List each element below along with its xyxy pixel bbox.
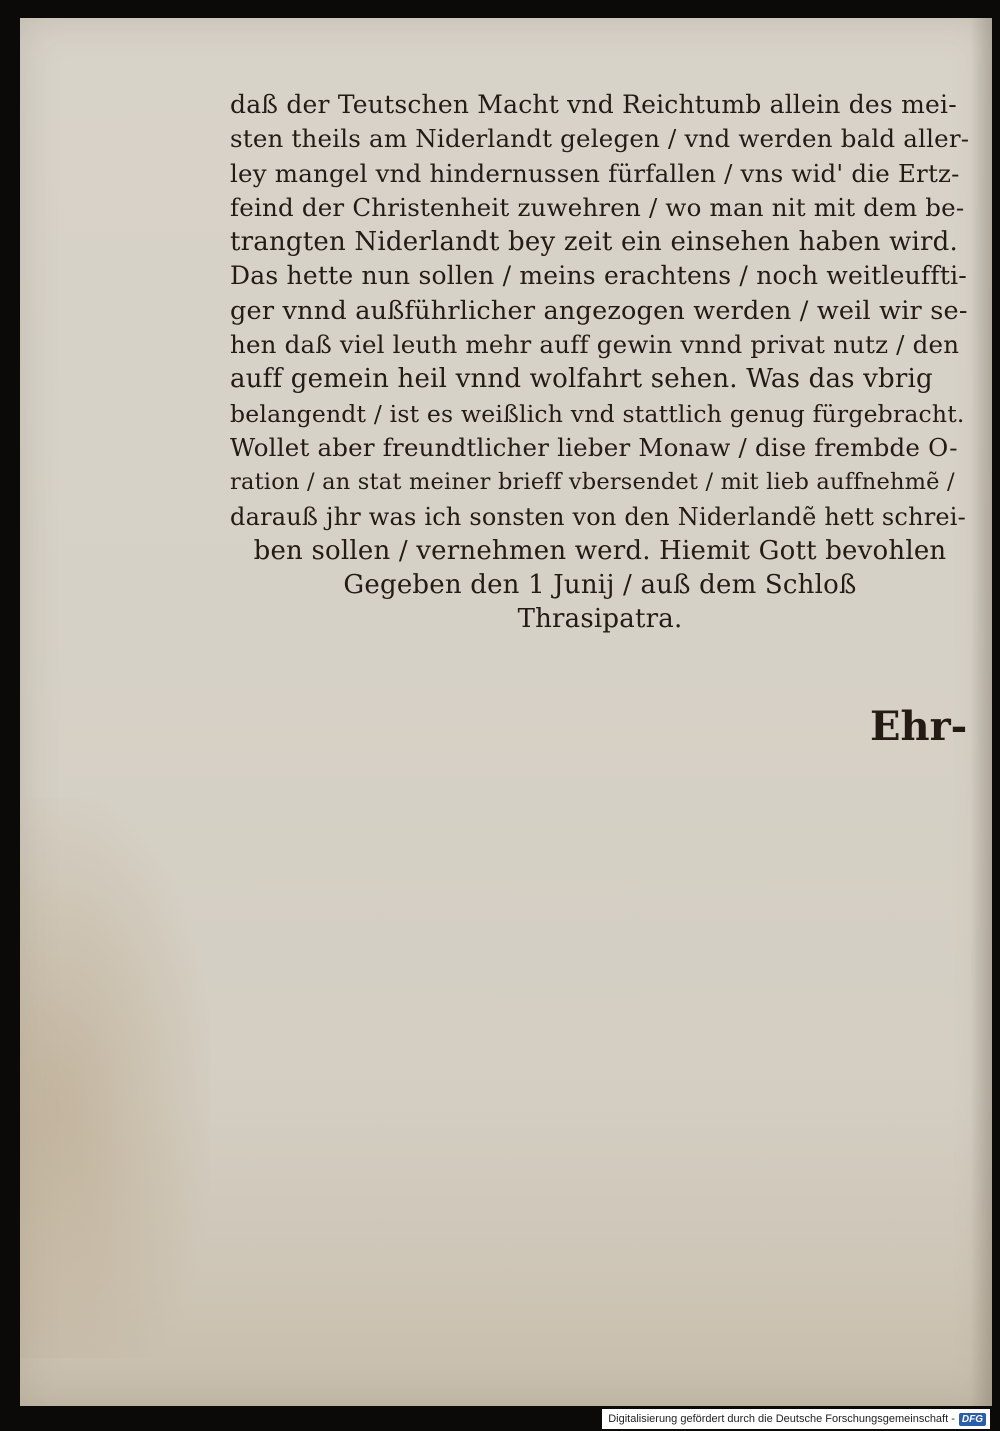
text-line: darauß jhr was ich sonsten von den Niderlandẽ hett schrei-	[230, 502, 966, 531]
dateline: Gegeben den 1 Junij / auß dem Schloß	[343, 570, 857, 601]
text-line: belangendt / ist es weißlich vnd stattlich genug fürgebracht.	[230, 399, 965, 428]
text-line: ley mangel vnd hindernussen fürfallen / vns wid' die Ertz-	[230, 158, 960, 188]
text-line: feind der Christenheit zuwehren / wo man nit mit dem be-	[230, 192, 965, 222]
attribution-footer	[602, 1409, 990, 1429]
text-line: ger vnnd außführlicher angezogen werden / weil wir se-	[230, 295, 968, 326]
attribution-text: Digitalisierung gefördert durch die Deutsche Forschungsgemeinschaft -	[608, 1413, 955, 1425]
page-edge-shadow	[970, 18, 992, 1406]
text-line: Das hette nun sollen / meins erachtens / noch weitleuffti-	[230, 261, 967, 291]
book-page	[20, 18, 992, 1406]
text-line: hen daß viel leuth mehr auff gewin vnnd privat nutz / den	[230, 330, 960, 360]
text-line: daß der Teutschen Macht vnd Reichtumb allein des mei-	[230, 90, 957, 119]
text-line: auff gemein heil vnnd wolfahrt sehen. Was das vbrig	[230, 364, 933, 395]
catchword: Ehr-	[870, 703, 968, 750]
dfg-logo-icon: DFG	[959, 1413, 986, 1426]
text-line: Wollet aber freundtlicher lieber Monaw / dise frembde O-	[230, 432, 958, 462]
page-discoloration	[20, 1098, 992, 1406]
text-line: trangten Niderlandt bey zeit ein einsehen haben wird.	[230, 227, 958, 258]
text-line: ration / an stat meiner brieff vbersendet / mit lieb auffnehmẽ /	[230, 469, 955, 496]
body-text	[230, 88, 970, 637]
text-line: ben sollen / vernehmen werd. Hiemit Gott bevohlen	[253, 535, 947, 566]
place-line: Thrasipatra.	[517, 604, 683, 635]
text-line: sten theils am Niderlandt gelegen / vnd werden bald aller-	[230, 124, 970, 154]
